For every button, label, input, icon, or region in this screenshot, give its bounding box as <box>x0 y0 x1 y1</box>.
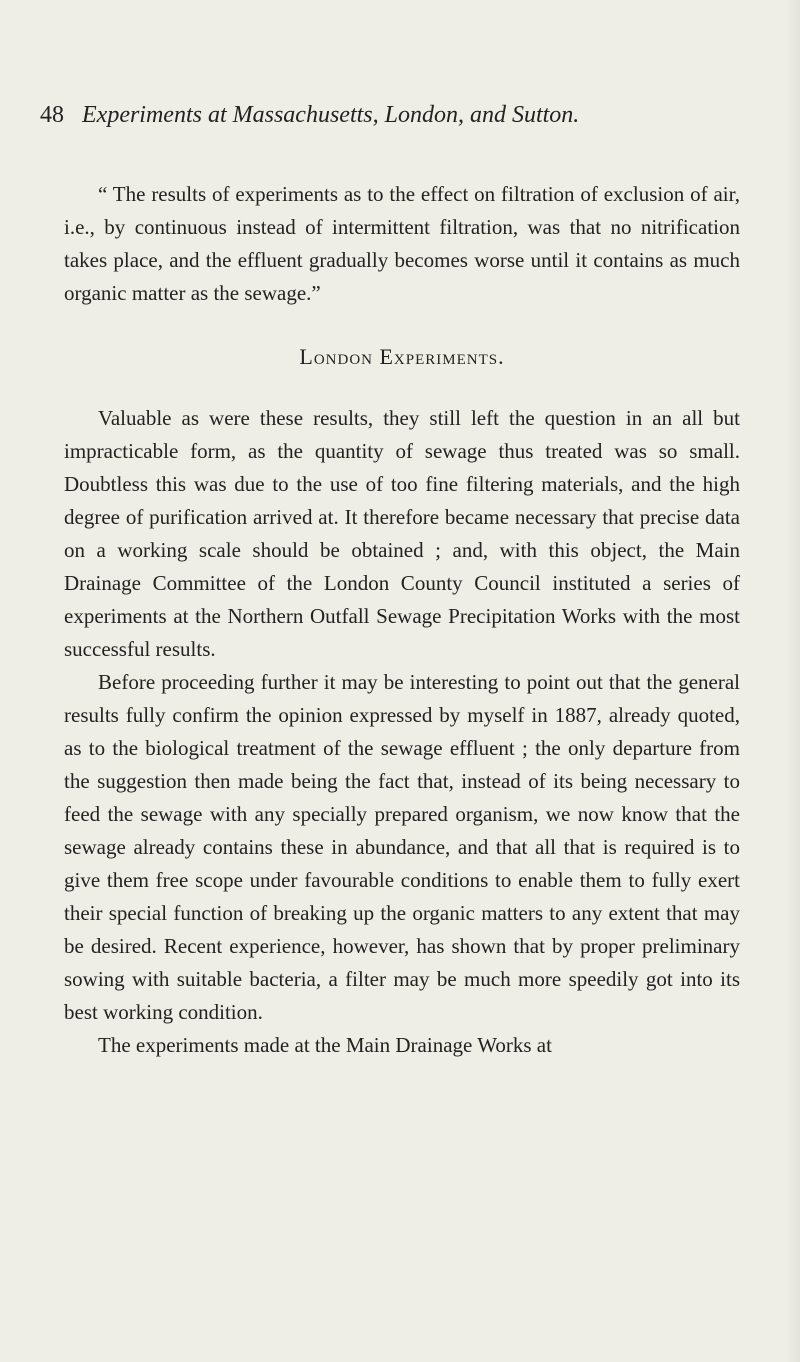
paragraph-1: Valuable as were these results, they still left the question in an all but impracticable form, as the quantity of sewage thus treated was so small. Doubtless this was due to the use of too fine filtering materials, and the high degree of purification arrived at. It therefore became necessary that precise data on a working scale should be obtained ; and, with this object, the Main Drainage Committee of the London County Council instituted a series of experiments at the Northern Outfall Sewage Precipitation Works with the most successful results. <box>64 406 740 661</box>
running-title: Experiments at Massachusetts, London, and Sutton. <box>82 102 580 128</box>
running-header <box>40 100 760 130</box>
paragraph-3: The experiments made at the Main Drainage Works at <box>98 1033 552 1057</box>
quote-paragraph: “ The results of experiments as to the effect on filtration of exclusion of air, i.e., by continuous instead of intermittent filtration, was that no nitrification takes place, and the effluent gradually becomes worse until it contains as much organic matter as the sewage.” <box>64 182 740 305</box>
section-heading: London Experiments. <box>299 344 505 369</box>
page-edge-shadow <box>786 0 800 1362</box>
body-text <box>64 178 740 1062</box>
page-number: 48 <box>40 102 64 128</box>
paragraph-2: Before proceeding further it may be interesting to point out that the general results fully confirm the opinion expressed by myself in 1887, already quoted, as to the biological treatment of the sewage effluent ; the only departure from the suggestion then made being the fact that, instead of its being necessary to feed the sewage with any specially prepared organism, we now know that the sewage already contains these in abundance, and that all that is required is to give them free scope under favourable conditions to enable them to fully exert their special function of breaking up the organic matters to any extent that may be desired. Recent experience, however, has shown that by proper preliminary sowing with suitable bacteria, a filter may be much more speedily got into its best working condition. <box>64 670 740 1024</box>
